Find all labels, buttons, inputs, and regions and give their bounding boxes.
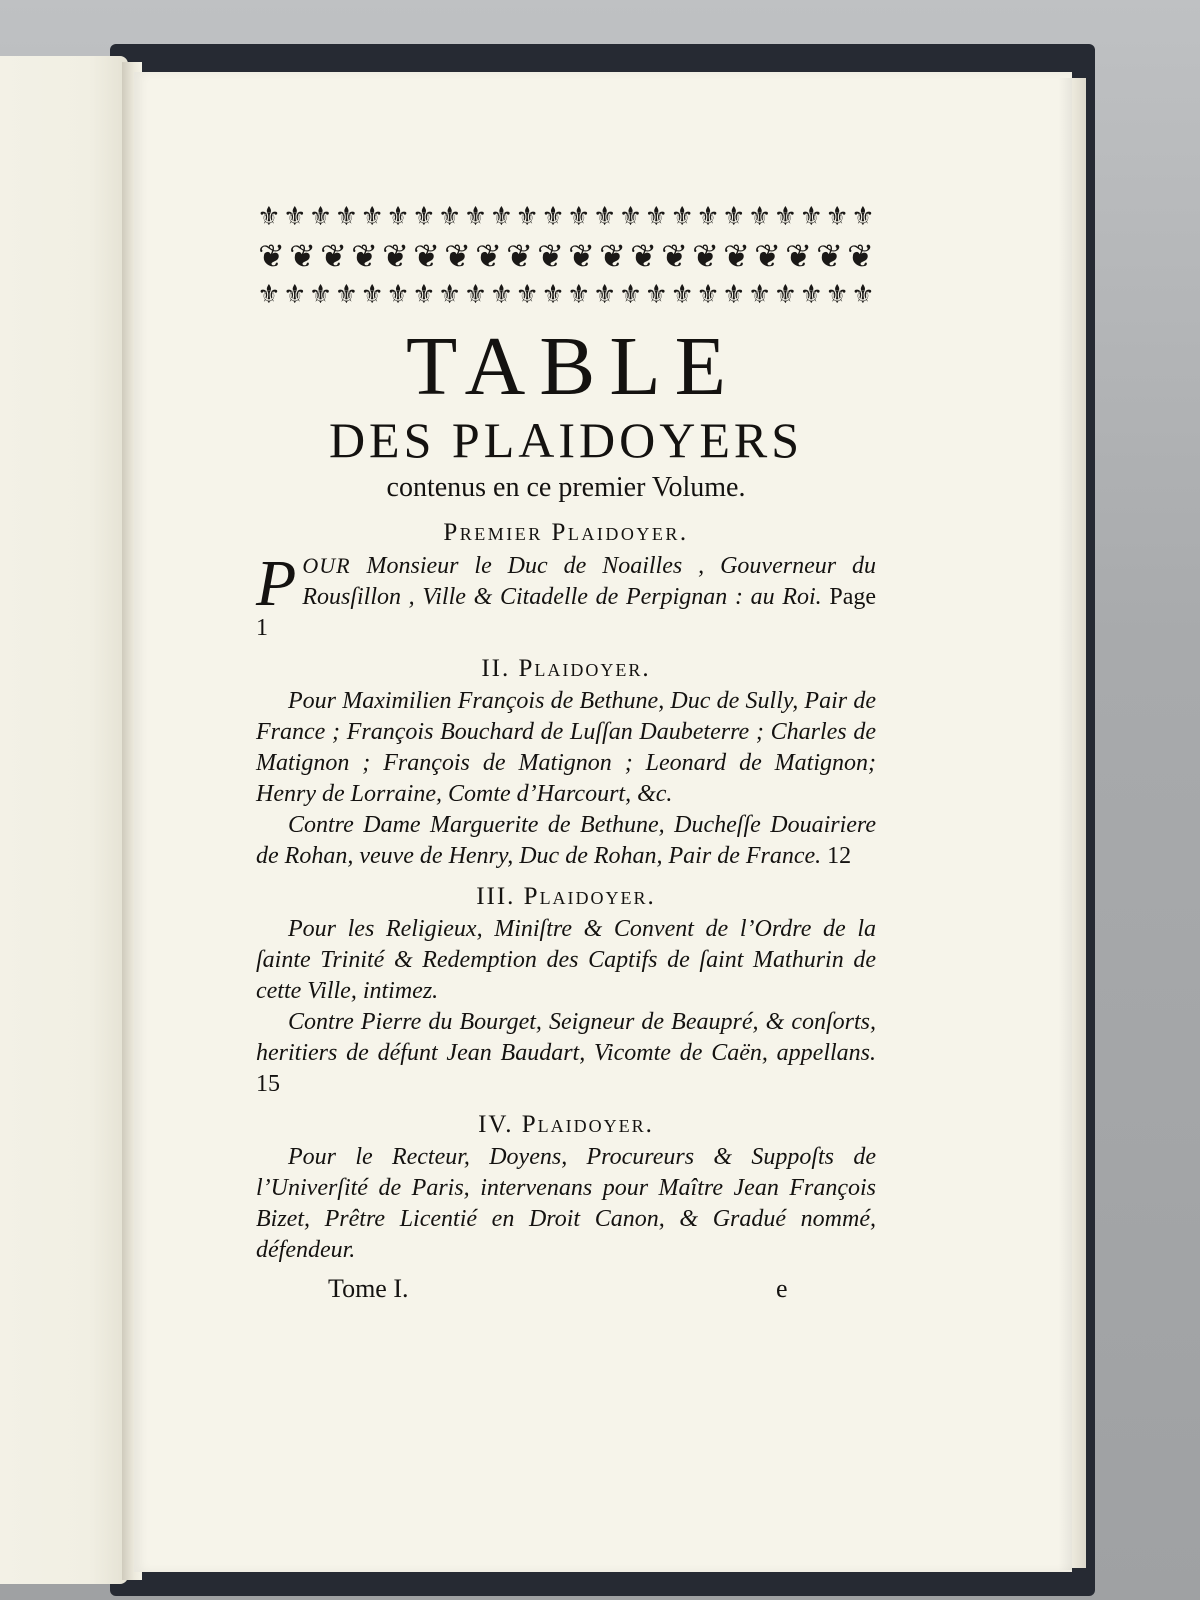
ornament-glyph: ❦	[723, 238, 750, 274]
ornament-glyph: ❦	[630, 238, 657, 274]
ornament-glyph: ⚜	[308, 202, 333, 231]
section-1	[256, 516, 876, 644]
page-subtitle-line: contenus en ce premier Volume.	[386, 472, 746, 503]
entry-text: Contre Dame Marguerite de Bethune, Ducheſſe Douairiere de Rohan, veuve de Henry, Duc de Rohan, Pair de France.	[256, 812, 876, 869]
ornament-glyph: ❦	[816, 238, 843, 274]
ornament-glyph: ❦	[661, 238, 688, 274]
ornament-glyph: ⚜	[257, 202, 281, 231]
entry-paragraph: Pour les Religieux, Miniſtre & Convent de l’Ordre de la ſainte Trinité & Redemption des Captifs de ſaint Mathurin de cette Ville, intimez.	[256, 916, 876, 1004]
section-heading: III. Plaidoyer.	[476, 883, 656, 910]
ornament-glyph: ⚜	[438, 202, 462, 231]
entry-paragraph	[256, 1007, 876, 1100]
ornament-glyph: ⚜	[747, 202, 772, 231]
page-reference: Page 1	[256, 584, 876, 641]
ornament-glyph: ⚜	[851, 280, 875, 309]
ornament-row-middle	[256, 236, 876, 276]
ornament-glyph: ⚜	[438, 280, 462, 309]
ornament-glyph: ⚜	[722, 202, 746, 231]
ornament-glyph: ❦	[599, 238, 626, 274]
entry-paragraph: Pour Maximilien François de Bethune, Duc de Sully, Pair de France ; François Bouchard de Luſſan Daubeterre ; Charles de Matignon ; François de Matignon ; Leonard de Matignon; Henry de Lorraine, Comte d’Harcourt, &c.	[256, 688, 876, 807]
entry-paragraph: Pour le Recteur, Doyens, Procureurs & Suppoſts de l’Univerſité de Paris, intervenans pour Maître Jean François Bizet, Prêtre Licentié en Droit Canon, & Gradué nommé, défendeur.	[256, 1144, 876, 1263]
ornament-glyph: ❦	[413, 238, 440, 274]
ornament-glyph: ❦	[351, 238, 378, 274]
ornament-glyph: ❦	[692, 238, 719, 274]
ornament-glyph: ❦	[785, 238, 812, 274]
ornament-row-top	[256, 200, 876, 234]
ornament-glyph: ⚜	[386, 280, 410, 309]
ornament-glyph: ⚜	[412, 202, 436, 231]
section-3	[256, 880, 876, 1100]
header-ornament	[256, 200, 876, 312]
section-heading: II. Plaidoyer.	[481, 655, 651, 682]
section-2	[256, 652, 876, 872]
ornament-glyph: ⚜	[670, 202, 694, 231]
ornament-glyph: ⚜	[567, 280, 591, 309]
ornament-glyph: ⚜	[799, 202, 823, 231]
ornament-glyph: ⚜	[618, 280, 643, 309]
ornament-glyph: ⚜	[489, 202, 513, 231]
ornament-glyph: ⚜	[851, 202, 875, 231]
signature-mark: e	[776, 1274, 788, 1303]
page-edge-shadow	[1058, 78, 1072, 1570]
ornament-glyph: ⚜	[360, 202, 384, 231]
ornament-glyph: ⚜	[773, 202, 798, 231]
ornament-glyph: ❦	[568, 238, 595, 274]
ornament-glyph: ⚜	[257, 280, 281, 309]
ornament-glyph: ❦	[847, 238, 874, 274]
page-footer	[256, 1274, 876, 1308]
page-title: TABLE	[406, 320, 740, 413]
ornament-glyph: ❦	[475, 238, 502, 274]
ornament-glyph: ⚜	[283, 280, 307, 309]
ornament-glyph: ⚜	[386, 202, 410, 231]
ornament-glyph: ⚜	[463, 280, 488, 309]
ornament-glyph: ❦	[289, 238, 316, 274]
ornament-glyph: ❦	[258, 238, 285, 274]
ornament-glyph: ❦	[537, 238, 564, 274]
ornament-row-bottom	[256, 278, 876, 312]
ornament-glyph: ⚜	[670, 280, 694, 309]
ornament-glyph: ⚜	[593, 202, 617, 231]
entry-text: Monsieur le Duc de Noailles , Gouverneur du Rousſillon , Ville & Citadelle de Perpignan : au Roi.	[302, 553, 876, 610]
entry-text: Contre Pierre du Bourget, Seigneur de Beaupré, & conſorts, heritiers de défunt Jean Baudart, Vicomte de Caën, appellans.	[256, 1009, 876, 1066]
ornament-glyph: ⚜	[283, 202, 307, 231]
volume-label: Tome I.	[328, 1274, 409, 1303]
ornament-glyph: ❦	[382, 238, 409, 274]
ornament-glyph: ⚜	[722, 280, 746, 309]
ornament-glyph: ⚜	[489, 280, 513, 309]
ornament-glyph: ⚜	[644, 280, 668, 309]
ornament-glyph: ⚜	[463, 202, 488, 231]
entry-paragraph	[256, 810, 876, 872]
ornament-glyph: ⚜	[412, 280, 436, 309]
section-4	[256, 1108, 876, 1266]
ornament-glyph: ❦	[320, 238, 347, 274]
left-page	[0, 56, 128, 1584]
ornament-glyph: ⚜	[334, 202, 359, 231]
ornament-glyph: ⚜	[747, 280, 772, 309]
ornament-glyph: ⚜	[644, 202, 668, 231]
ornament-glyph: ⚜	[515, 202, 539, 231]
page-text	[256, 200, 876, 1308]
section-heading: Premier Plaidoyer.	[443, 519, 689, 546]
ornament-glyph: ⚜	[360, 280, 384, 309]
drop-cap: P	[256, 547, 297, 620]
ornament-glyph: ⚜	[515, 280, 539, 309]
section-heading: IV. Plaidoyer.	[478, 1111, 654, 1138]
ornament-glyph: ⚜	[825, 280, 849, 309]
ornament-glyph: ⚜	[773, 280, 798, 309]
ornament-glyph: ❦	[506, 238, 533, 274]
page-subtitle: DES PLAIDOYERS	[328, 412, 804, 468]
ornament-glyph: ⚜	[593, 280, 617, 309]
lead-word: OUR	[302, 553, 351, 578]
ornament-glyph: ⚜	[799, 280, 823, 309]
ornament-glyph: ⚜	[308, 280, 333, 309]
ornament-glyph: ⚜	[618, 202, 643, 231]
ornament-glyph: ⚜	[696, 202, 720, 231]
ornament-glyph: ⚜	[696, 280, 720, 309]
entry-paragraph	[256, 547, 876, 644]
ornament-glyph: ⚜	[541, 202, 565, 231]
ornament-glyph: ❦	[444, 238, 471, 274]
ornament-glyph: ❦	[754, 238, 781, 274]
page-reference: 15	[256, 1071, 280, 1097]
ornament-glyph: ⚜	[825, 202, 849, 231]
ornament-glyph: ⚜	[567, 202, 591, 231]
ornament-glyph: ⚜	[334, 280, 359, 309]
ornament-glyph: ⚜	[541, 280, 565, 309]
page-reference: 12	[827, 843, 852, 869]
